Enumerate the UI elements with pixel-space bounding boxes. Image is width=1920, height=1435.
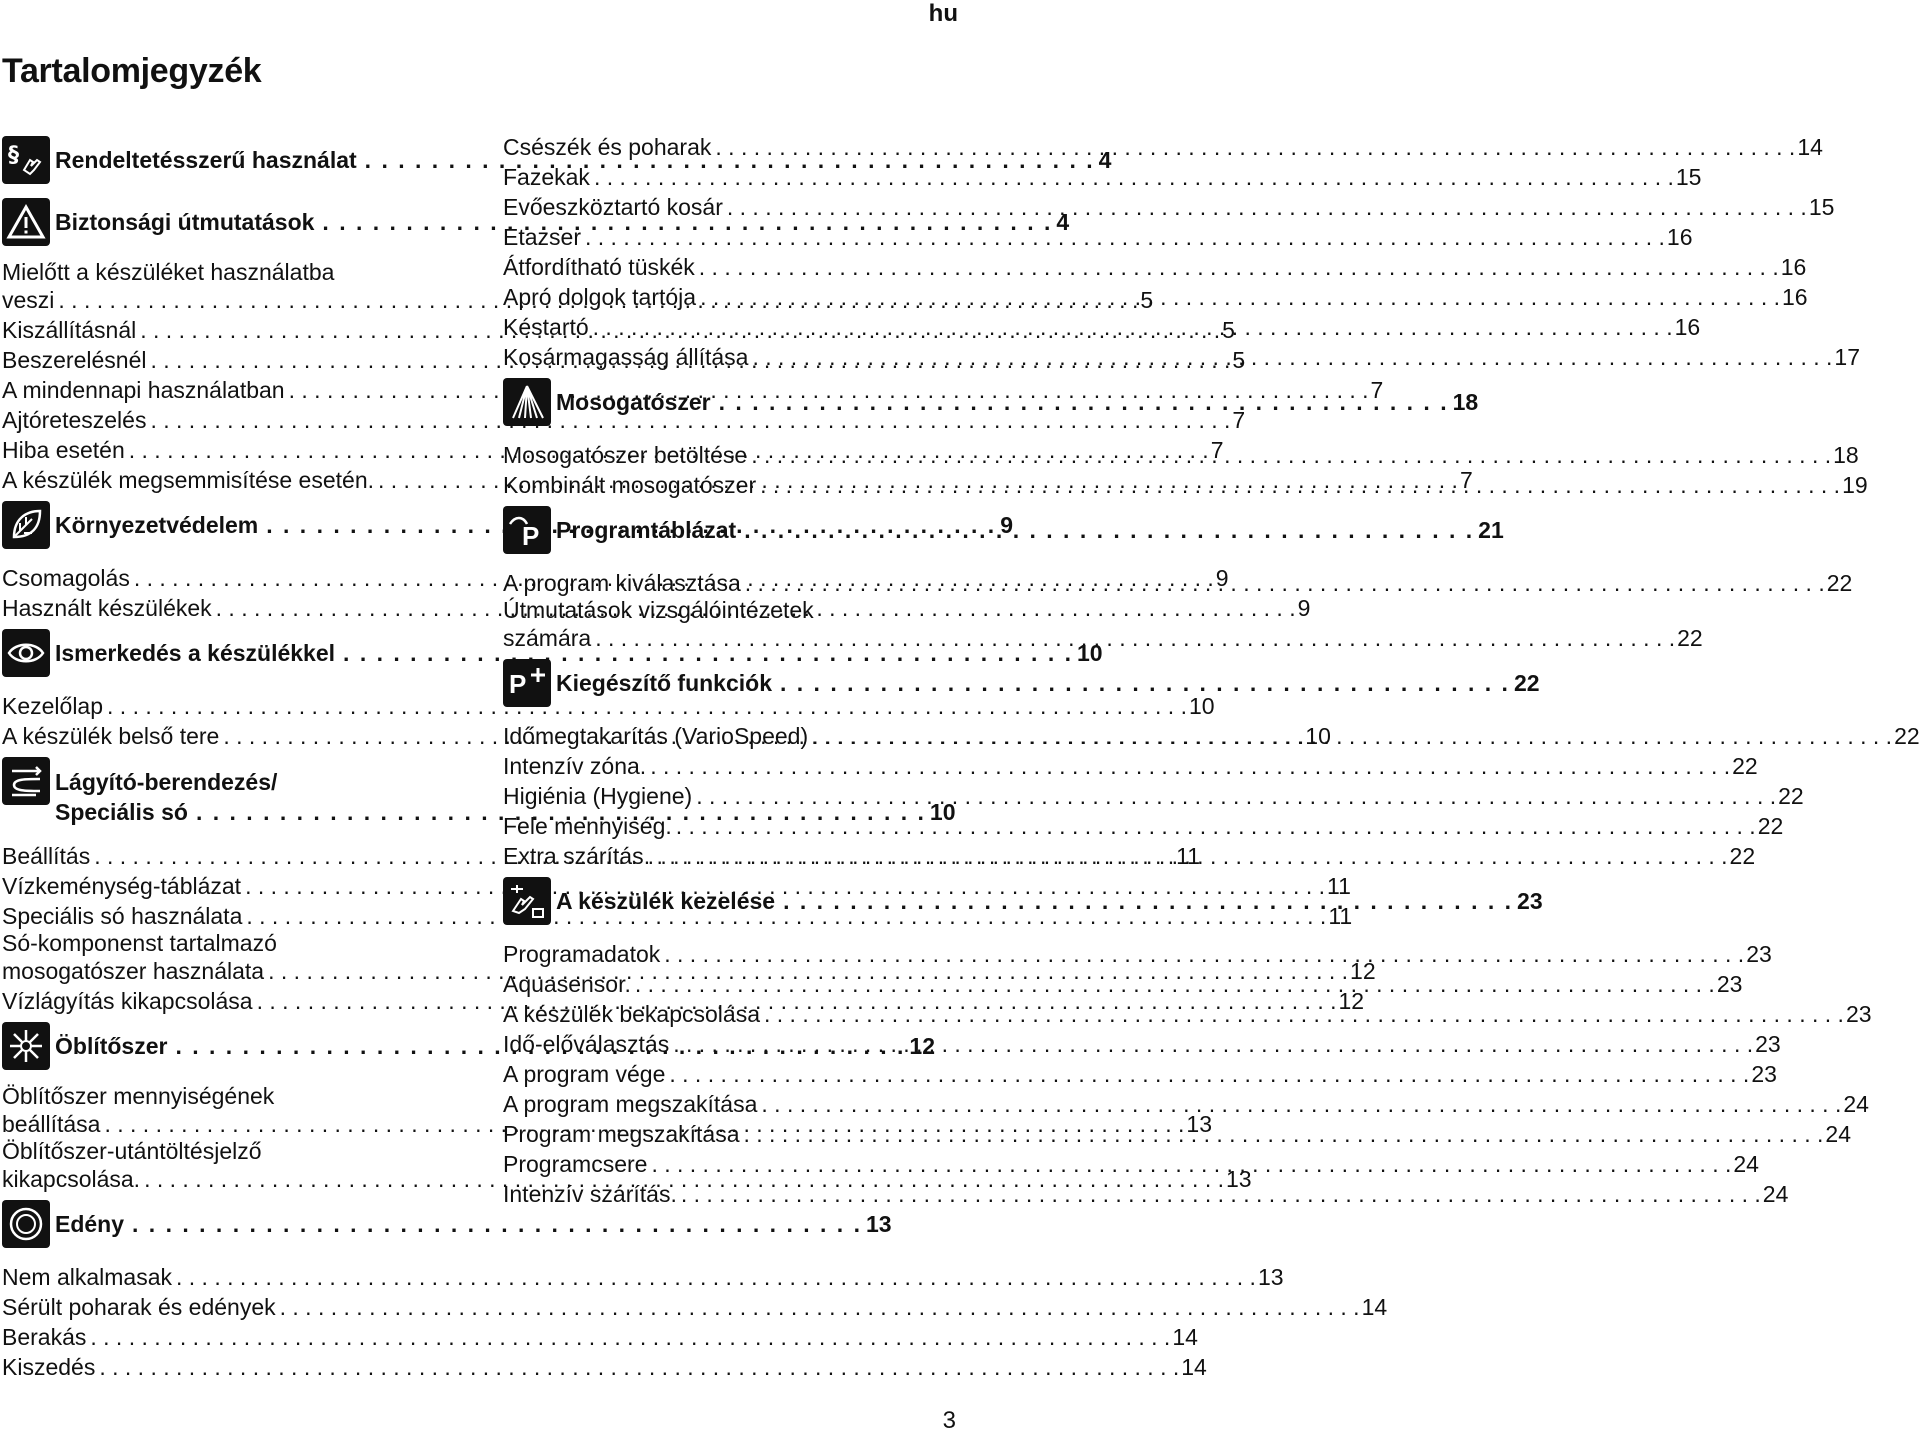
page-number: 5 [1232,347,1246,373]
page-number: 13 [1226,1166,1252,1192]
section-title: A készülék kezelése [556,887,776,914]
entry-label: Intenzív szárítás. [503,1181,677,1207]
page-number: 15 [1808,194,1835,220]
entry-label: Fazekak [503,164,590,190]
leader-dots [590,162,1674,192]
section-title: Biztonsági útmutatások [55,208,315,235]
entry-label: Késtartó [503,314,589,340]
entry-label: Kombinált mosogatószer [503,472,757,498]
page-number: 17 [1834,344,1860,370]
toc-entry[interactable] [2,1352,1207,1382]
toc-entry[interactable] [503,252,1807,282]
section-title: Edény [55,1210,125,1237]
entry-label: Mosogatószer betöltése [503,442,748,468]
page-number: 9 [1297,595,1311,621]
page-number: 15 [1675,164,1702,190]
water-softener-icon [2,757,50,805]
page-number: 7 [1370,377,1384,403]
entry-label: Evőeszköztartó kosár [503,194,723,220]
leader-dots [591,623,1675,653]
entry-label: Kosármagasság állítása [503,344,749,370]
eye-icon [2,629,50,677]
entry-label: Beállítás [2,843,91,869]
entry-label: A készülék megsemmisítése esetén. [2,467,374,493]
leader-dots [589,312,1673,342]
toc-entry[interactable] [2,901,1353,931]
entry-label: Aquasensor. [503,971,631,997]
toc-entry[interactable] [503,1029,1781,1059]
leader-dots [677,1179,1761,1209]
page-number: 24 [1762,1181,1789,1207]
entry-label: Higiénia (Hygiene) [503,783,693,809]
section-title: Kiegészítő funkciók [556,669,772,696]
entry-label: Extra szárítás [503,843,644,869]
entry-label: Mielőtt a készüléket használatba [2,259,335,285]
page-number: 13 [1186,1111,1212,1137]
entry-label: Időmegtakarítás (VarioSpeed) [503,723,809,749]
toc-entry[interactable] [503,132,1823,162]
leader-dots [772,670,1510,697]
page-number: 5 [1140,287,1154,313]
leader-dots [739,1119,1823,1149]
page-number: 14 [1172,1324,1198,1350]
page-number: 16 [1780,254,1807,280]
leader-dots [172,1262,1256,1292]
page-number: 7 [1459,467,1473,493]
page-number: 7 [1232,407,1246,433]
toc-entry[interactable] [503,342,1860,372]
leader-dots [581,222,1665,252]
entry-label: A program megszakítása [503,1091,758,1117]
section-hand-icon [2,136,50,184]
svg-text:P: P [522,521,540,551]
page-number: 22 [1729,843,1756,869]
page-number: 16 [1782,284,1808,310]
leader-dots [644,841,1728,871]
entry-label: Kezelőlap [2,693,104,719]
toc-entry[interactable] [503,162,1702,192]
page-number: 12 [1350,958,1376,984]
page-number: 24 [1843,1091,1869,1117]
entry-label: A program vége [503,1061,666,1087]
leader-dots [695,252,1779,282]
entry-label: Csészék és poharak [503,134,712,160]
leader-dots [757,1089,1841,1119]
operation-hand-icon [503,877,551,925]
page-number: 11 [1176,843,1201,869]
page-number: 12 [1338,988,1365,1014]
page-number: 10 [1305,723,1331,749]
page-number: 11 [1328,903,1353,929]
entry-label: Só-komponenst tartalmazó [2,930,277,956]
page-number: 18 [1833,442,1859,468]
toc-entry[interactable] [503,192,1835,222]
page-number: 4 [1056,208,1070,235]
leader-dots [748,342,1832,372]
warning-triangle-icon [2,198,50,246]
entry-label: Sérült poharak és edények [2,1294,276,1320]
page-title: Tartalomjegyzék [2,52,262,90]
toc-entry[interactable] [2,1292,1388,1322]
page-number: 19 [1842,472,1868,498]
page-number: 23 [1517,887,1543,914]
leader-dots [95,1352,1179,1382]
toc-entry[interactable] [503,440,1859,470]
entry-label: Nem alkalmasak [2,1264,172,1290]
leader-dots [646,751,1730,781]
entry-label: Programcsere [503,1151,648,1177]
page-footer-number: 3 [942,1407,956,1434]
program-table-icon [503,506,551,554]
entry-label: Hiba esetén [2,437,125,463]
section-title: Lágyító-berendezés/ [55,769,278,795]
leader-dots [647,1149,1731,1179]
page-number: 22 [1826,570,1853,596]
page-number: 11 [1327,873,1351,899]
entry-label-cont: számára [503,625,592,651]
page-number: 22 [1677,625,1703,651]
toc-entry[interactable] [503,312,1701,342]
page-number: 21 [1478,516,1504,543]
entry-label: Használt készülékek [2,595,212,621]
leader-dots [760,999,1844,1029]
page-number: 18 [1452,388,1479,415]
leader-dots [741,568,1825,598]
dishes-icon [2,1200,50,1248]
toc-entry[interactable] [2,405,1246,435]
svg-text:§: § [8,143,19,168]
program-plus-icon [503,659,551,707]
leader-dots [711,132,1795,162]
entry-label: Átfordítható tüskék [503,254,695,280]
entry-label: Idő-előválasztás [503,1031,670,1057]
page-number: 12 [909,1032,936,1059]
entry-label: A mindennapi használatban [2,377,285,403]
toc-entry[interactable] [503,939,1772,969]
page-number: 23 [1845,1001,1872,1027]
toc-entry[interactable] [503,282,1808,312]
toc-entry[interactable] [503,1089,1869,1119]
page-number: 16 [1666,224,1693,250]
entry-label-cont: kikapcsolása. [2,1166,141,1192]
rinse-aid-icon [2,1022,50,1070]
page-number: 10 [1188,693,1215,719]
page-number: 16 [1674,314,1701,340]
page-number: 23 [1751,1061,1777,1087]
entry-label: Fele mennyiség. [503,813,672,839]
page-number: 10 [929,799,956,825]
leader-dots [723,192,1807,222]
entry-label: Útmutatások vizsgálóintézetek [503,597,814,623]
entry-label: Vízlágyítás kikapcsolása [2,988,253,1014]
toc-entry[interactable] [503,781,1804,811]
page-number: 22 [1894,723,1920,749]
page-number: 24 [1733,1151,1759,1177]
toc-entry[interactable] [2,691,1215,721]
toc-entry[interactable] [503,751,1758,781]
leader-dots [747,440,1831,470]
entry-label-cont: beállítása [2,1111,101,1137]
toc-entry[interactable] [2,1322,1198,1352]
entry-label: Beszerelésnél [2,347,147,373]
leader-dots [631,969,1715,999]
entry-label-cont: mosogatószer használata [2,958,265,984]
leader-dots [669,1029,1753,1059]
leader-dots [665,1059,1749,1089]
toc-section[interactable] [2,1200,892,1248]
page-number: 13 [1257,1264,1284,1290]
entry-label: Apró dolgok tartója [503,284,697,310]
entry-label: Program megszakítása [503,1121,740,1147]
leader-dots [692,781,1776,811]
entry-label: Berakás [2,1324,87,1350]
page-number: 23 [1716,971,1743,997]
toc-entry[interactable] [503,470,1868,500]
entry-label: Intenzív zóna. [503,753,647,779]
page-number: 22 [1732,753,1758,779]
leader-dots [124,1211,862,1238]
page-number: 22 [1513,669,1540,696]
toc-entry[interactable] [503,222,1693,252]
leader-dots [736,517,1474,544]
entry-label: Öblítőszer-utántöltésjelző [2,1138,262,1164]
entry-label: Programadatok [503,941,661,967]
page-number: 22 [1757,813,1784,839]
leader-dots [711,389,1449,416]
entry-label: Kiszedés [2,1354,96,1380]
page-number: 24 [1825,1121,1852,1147]
page-number: 7 [1210,437,1224,463]
section-title: Mosogatószer [556,388,711,415]
page-number: 9 [1000,511,1013,538]
page-number: 14 [1181,1354,1207,1380]
page-number: 14 [1361,1294,1388,1320]
toc-entry[interactable] [503,1059,1777,1089]
page-number: 4 [1098,146,1112,173]
page-number: 5 [1222,317,1235,343]
entry-label: Öblítőszer mennyiségének [2,1083,275,1109]
leader-dots [86,1322,1170,1352]
leaf-icon [2,501,50,549]
section-title: Öblítőszer [55,1032,168,1059]
leader-dots [660,939,1744,969]
page-number: 13 [865,1210,892,1237]
toc-section[interactable] [503,378,1479,426]
page-number: 14 [1797,134,1823,160]
section-title: Programtáblázat [556,516,737,543]
page-number: 23 [1746,941,1772,967]
entry-label-cont: veszi [2,287,55,313]
section-title-cont: Speciális só [55,799,188,825]
toc-entry[interactable] [2,1262,1284,1292]
leader-dots [808,721,1892,751]
section-title: Környezetvédelem [55,511,259,538]
entry-label: Vízkeménység-táblázat [2,873,242,899]
entry-label: Kiszállításnál [2,317,137,343]
detergent-icon [503,378,551,426]
leader-dots [276,1292,1360,1322]
page-number: 9 [1215,565,1229,591]
entry-label: A készülék belső tere [2,723,220,749]
leader-dots [672,811,1756,841]
toc-section[interactable] [503,506,1504,554]
entry-label: Csomagolás [2,565,130,591]
leader-dots [775,888,1513,915]
entry-label: Etazser [503,224,581,250]
language-code: hu [928,0,958,27]
svg-text:P: P [509,669,527,699]
entry-label: Ajtóreteszelés [2,407,147,433]
page-number: 22 [1778,783,1804,809]
section-title: Ismerkedés a készülékkel [55,639,336,666]
section-title: Rendeltetésszerű használat [55,146,357,173]
page-number: 23 [1755,1031,1781,1057]
entry-label: A készülék bekapcsolása [503,1001,760,1027]
toc-entry[interactable] [503,568,1853,598]
page-number: 10 [1077,639,1103,666]
entry-label: Speciális só használata [2,903,243,929]
entry-label: A program kiválasztása [503,570,741,596]
leader-dots [696,282,1780,312]
leader-dots [756,470,1840,500]
